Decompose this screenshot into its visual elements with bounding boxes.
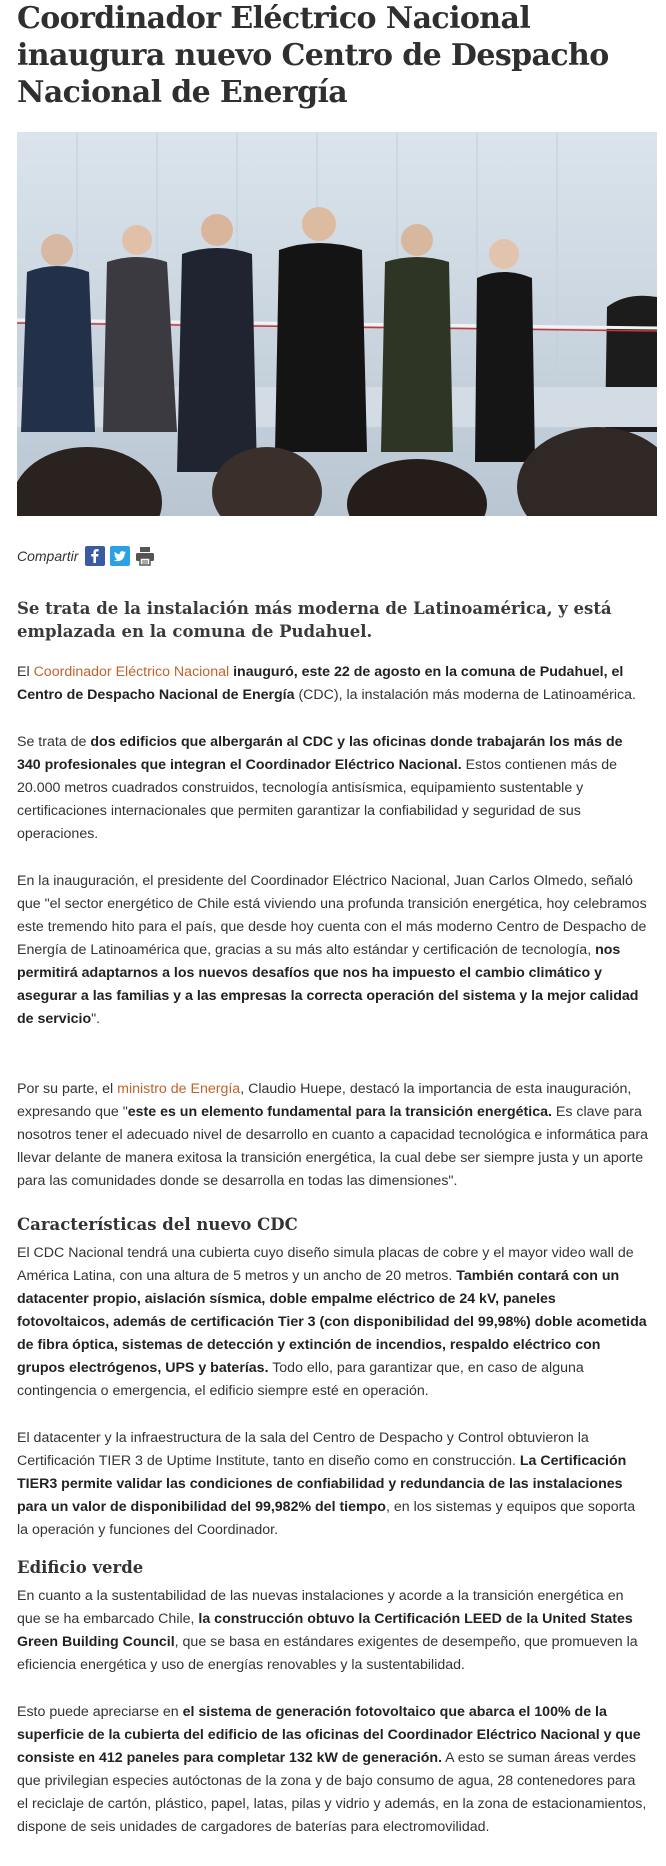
p4-text-3: Es clave para nosotros tener el adecuado nivel de desarrollo en cuanto a capacidad tecnológica e informática para llevar delante de manera exitosa la transición energética, la cual debe ser siempre justa y un aporte para las comunidades donde se desarrolla en todas las dimensiones". (17, 1104, 648, 1189)
p4-bold-1: este es un elemento fundamental para la transición energética. (127, 1104, 552, 1120)
print-icon[interactable] (134, 545, 156, 567)
hero-photo (17, 132, 657, 516)
section-heading-edificio-verde: Edificio verde (17, 1558, 144, 1577)
paragraph-7 (17, 1585, 649, 1677)
p7-bold-1: la construcción obtuvo la Certificación LEED de la United States Green Building Council (17, 1611, 633, 1650)
share-label: Compartir (17, 548, 79, 564)
p1-text-2: (CDC), la instalación más moderna de Latinoamérica. (294, 687, 636, 703)
coordinador-link[interactable]: Coordinador Eléctrico Nacional (33, 664, 230, 680)
p4-text-2: , Claudio Huepe, destacó la importancia de esta inauguración, expresando que " (17, 1081, 632, 1120)
p2-text-1: Se trata de (17, 734, 91, 750)
p8-text-1: Esto puede apreciarse en (17, 1704, 183, 1720)
paragraph-3 (17, 870, 649, 1031)
p1-text-1: El (17, 664, 34, 680)
p3-text-1: En la inauguración, el presidente del Coordinador Eléctrico Nacional, Juan Carlos Olmedo, señaló que "el sector energético de Chile está viviendo una profunda transición energética, hoy celebramos este tremendo hito para el país, que desde hoy cuenta con el más moderno Centro de Despacho de Energía de Latinoamérica que, gracias a su más alto estándar y certificación de tecnología, (17, 873, 647, 958)
article-title: Coordinador Eléctrico Nacional inaugura nuevo Centro de Despacho Nacional de Energía (17, 1, 609, 110)
p8-text-2: A esto se suman áreas verdes que privilegian especies autóctonas de la zona y de bajo consumo de agua, 28 contenedores para el reciclaje de cartón, plástico, papel, latas, pilas y vidrio y además, en la zona de estacionamientos, dispone de seis unidades de cargadores de baterías para electromovilidad. (17, 1750, 647, 1835)
paragraph-2 (17, 731, 649, 846)
p6-text-1: El datacenter y la infraestructura de la sala del Centro de Despacho y Control obtuvieron la Certificación TIER 3 de Uptime Institute, tanto en diseño como en construcción. (17, 1430, 589, 1469)
p6-text-2: , en los sistemas y equipos que soporta la operación y funciones del Coordinador. (17, 1499, 636, 1538)
ribbon-cutting-photo (17, 132, 657, 516)
article-lead: Se trata de la instalación más moderna de Latinoamérica, y está emplazada en la comuna de Pudahuel. (17, 599, 612, 641)
p3-bold-1: nos permitirá adaptarnos a los nuevos desafíos que nos ha impuesto el cambio climático y asegurar a las familias y a las empresas la correcta operación del sistema y la mejor calidad de servicio (17, 942, 639, 1027)
twitter-icon[interactable] (109, 545, 131, 567)
p3-text-2: ". (91, 1011, 101, 1027)
facebook-icon[interactable] (84, 545, 106, 567)
p5-text-2: Todo ello, para garantizar que, en caso de alguna contingencia o emergencia, el edificio siempre esté en operación. (17, 1360, 584, 1399)
p7-text-1: En cuanto a la sustentabilidad de las nuevas instalaciones y acorde a la transición energética en que se ha embarcado Chile, (17, 1588, 624, 1627)
p5-bold-1: También contará con un datacenter propio, aislación sísmica, doble empalme eléctrico de 24 kV, paneles fotovoltaicos, además de certificación Tier 3 (con disponibilidad del 99,98%) doble acometida de fibra óptica, sistemas de detección y extinción de incendios, respaldo eléctrico con grupos electrógenos, UPS y baterías. (17, 1268, 647, 1376)
paragraph-5 (17, 1242, 649, 1403)
paragraph-8 (17, 1701, 649, 1839)
paragraph-6 (17, 1427, 649, 1542)
p5-text-1: El CDC Nacional tendrá una cubierta cuyo diseño simula placas de cobre y el mayor video wall de América Latina, con una altura de 5 metros y un ancho de 20 metros. (17, 1245, 634, 1284)
p6-bold-1: La Certificación TIER3 permite validar las condiciones de confiabilidad y redundancia de las instalaciones para un valor de disponibilidad del 99,982% del tiempo (17, 1453, 627, 1515)
p7-text-2: , que se basa en estándares exigentes de desempeño, que promueven la eficiencia energética y uso de energías renovables y la sustentabilidad. (17, 1634, 638, 1673)
p1-bold-1: inauguró, este 22 de agosto en la comuna de Pudahuel, el Centro de Despacho Nacional de Energía (17, 664, 624, 703)
p2-text-2: Estos contienen más de 20.000 metros cuadrados construidos, tecnología antisísmica, equipamiento sustentable y certificaciones internacionales que permiten garantizar la confiabilidad y seguridad de sus operaciones. (17, 757, 618, 842)
p2-bold-1: dos edificios que albergarán al CDC y las oficinas donde trabajarán los más de 340 profesionales que integran el Coordinador Eléctrico Nacional. (17, 734, 623, 773)
p4-text-1: Por su parte, el (17, 1081, 118, 1097)
paragraph-4 (17, 1078, 649, 1193)
ministro-link[interactable]: ministro de Energía (117, 1081, 241, 1097)
section-heading-cdc: Características del nuevo CDC (17, 1215, 298, 1234)
paragraph-1 (17, 661, 649, 707)
p8-bold-1: el sistema de generación fotovoltaico que abarca el 100% de la superficie de la cubierta del edificio de las oficinas del Coordinador Eléctrico Nacional y que consiste en 412 paneles para completar 132 kW de generación. (17, 1704, 641, 1766)
share-bar (17, 542, 649, 570)
